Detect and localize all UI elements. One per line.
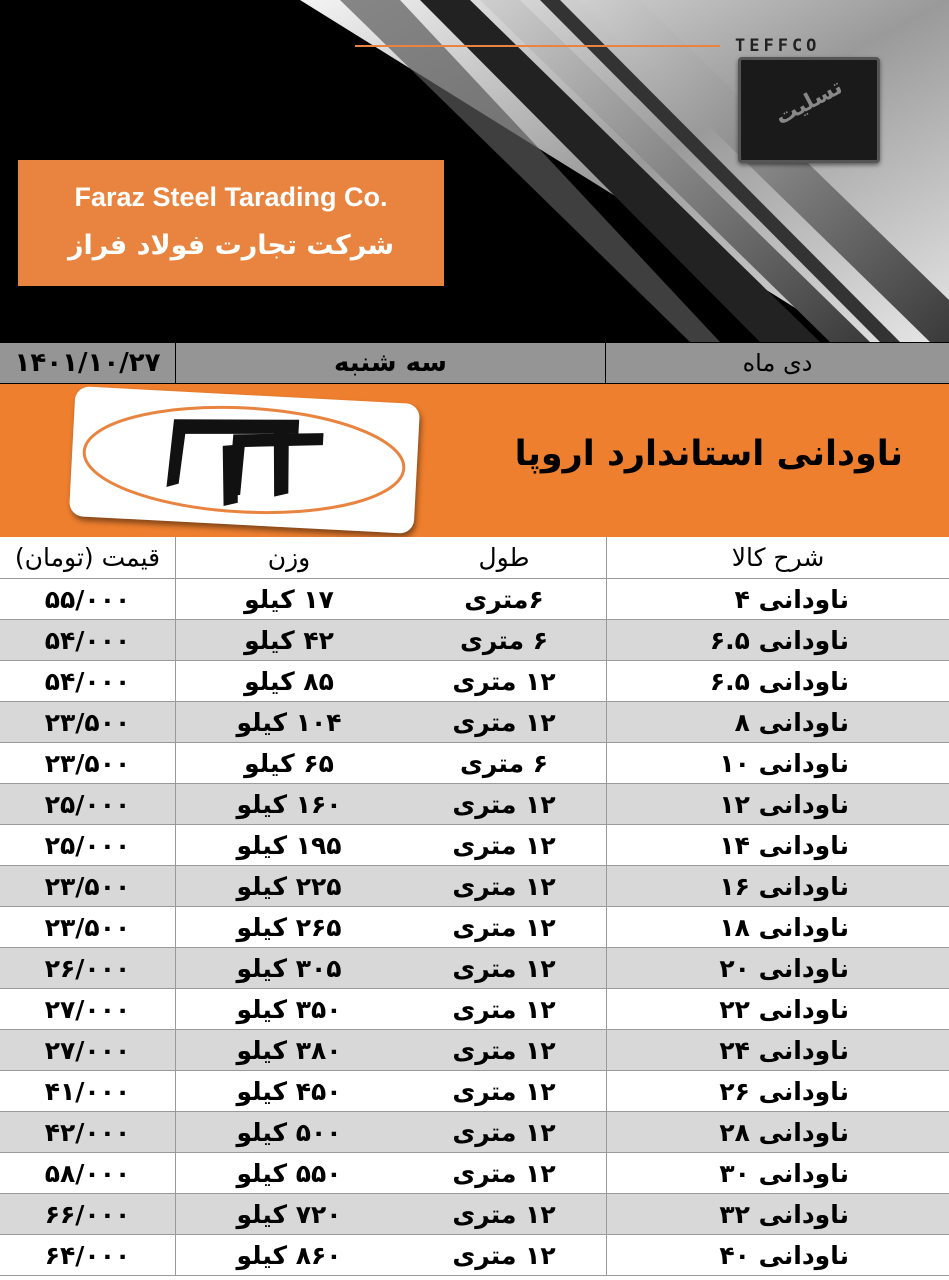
company-name-fa: شرکت تجارت فولاد فراز [67,230,395,261]
length-cell: ۱۲ متری [452,1240,556,1270]
product-name-cell: ناودانی ۲۲ [606,989,949,1029]
weight-cell: ۵۰۰ کیلو [236,1117,342,1147]
weight-cell: ۲۶۵ کیلو [236,912,342,942]
price-cell: ۴۲/۰۰۰ [0,1112,176,1152]
length-cell: ۶متری [464,584,544,614]
price-cell: ۵۴/۰۰۰ [0,620,176,660]
weight-cell: ۶۵ کیلو [244,748,334,778]
table-row [0,1153,949,1194]
weight-cell: ۲۲۵ کیلو [236,871,342,901]
table-row [0,948,949,989]
length-cell: ۱۲ متری [452,830,556,860]
weight-cell: ۸۶۰ کیلو [236,1240,342,1270]
table-row [0,989,949,1030]
price-cell: ۲۳/۵۰۰ [0,866,176,906]
length-cell: ۱۲ متری [452,1199,556,1229]
table-header-row [0,537,949,579]
length-cell: ۱۲ متری [452,1158,556,1188]
price-cell: ۵۵/۰۰۰ [0,579,176,619]
length-cell: ۶ متری [459,625,549,655]
product-name-cell: ناودانی ۴ [606,579,949,619]
length-cell: ۱۲ متری [452,707,556,737]
price-cell: ۲۵/۰۰۰ [0,784,176,824]
table-row [0,1071,949,1112]
table-row [0,743,949,784]
product-name-cell: ناودانی ۱۰ [606,743,949,783]
product-name-cell: ناودانی ۶.۵ [606,620,949,660]
company-name-en: Faraz Steel Tarading Co. [74,182,388,212]
header-length: طول [478,543,530,572]
product-name-cell: ناودانی ۸ [606,702,949,742]
price-cell: ۲۳/۵۰۰ [0,702,176,742]
weight-cell: ۱۹۵ کیلو [236,830,342,860]
product-name-cell: ناودانی ۲۶ [606,1071,949,1111]
table-row [0,1112,949,1153]
table-row [0,702,949,743]
product-name-cell: ناودانی ۱۸ [606,907,949,947]
table-row [0,907,949,948]
weekday: سه شنبه [176,343,606,383]
month: دی ماه [742,349,813,377]
length-cell: ۶ متری [459,748,549,778]
weight-cell: ۱۷ کیلو [244,584,334,614]
product-name-cell: ناودانی ۱۴ [606,825,949,865]
price-table [0,537,949,1276]
length-cell: ۱۲ متری [452,789,556,819]
condolence-tablet [738,57,880,163]
product-name-cell: ناودانی ۳۰ [606,1153,949,1193]
length-cell: ۱۲ متری [452,994,556,1024]
table-row [0,1030,949,1071]
product-name-cell: ناودانی ۱۶ [606,866,949,906]
price-cell: ۴۱/۰۰۰ [0,1071,176,1111]
table-row [0,661,949,702]
weight-cell: ۴۵۰ کیلو [236,1076,342,1106]
weight-cell: ۴۲ کیلو [244,625,334,655]
brand-logo: TEFFCO [735,36,821,56]
table-row [0,579,949,620]
company-logo-box [18,160,444,286]
weight-cell: ۳۸۰ کیلو [236,1035,342,1065]
length-cell: ۱۲ متری [452,1035,556,1065]
header-banner [0,0,949,342]
product-image [69,386,420,534]
price-cell: ۲۳/۵۰۰ [0,743,176,783]
header-name: شرح کالا [606,537,949,578]
price-cell: ۵۸/۰۰۰ [0,1153,176,1193]
product-name-cell: ناودانی ۲۸ [606,1112,949,1152]
table-row [0,1194,949,1235]
price-cell: ۶۴/۰۰۰ [0,1235,176,1275]
product-name-cell: ناودانی ۱۲ [606,784,949,824]
price-cell: ۵۴/۰۰۰ [0,661,176,701]
product-name-cell: ناودانی ۴۰ [606,1235,949,1275]
date-value: ۱۴۰۱/۱۰/۲۷ [0,343,176,383]
length-cell: ۱۲ متری [452,953,556,983]
price-cell: ۲۷/۰۰۰ [0,1030,176,1070]
length-cell: ۱۲ متری [452,912,556,942]
price-cell: ۲۳/۵۰۰ [0,907,176,947]
weight-cell: ۳۰۵ کیلو [236,953,342,983]
header-weight: وزن [267,543,311,572]
weight-cell: ۱۶۰ کیلو [236,789,342,819]
product-name-cell: ناودانی ۳۲ [606,1194,949,1234]
channel-beam-icon [69,386,420,534]
orange-divider-line [355,45,720,47]
table-row [0,784,949,825]
length-cell: ۱۲ متری [452,1076,556,1106]
date-row [0,342,949,384]
weight-cell: ۸۵ کیلو [244,666,334,696]
weight-cell: ۷۲۰ کیلو [236,1199,342,1229]
page-title: ناودانی استاندارد اروپا [514,434,903,474]
weight-cell: ۱۰۴ کیلو [236,707,342,737]
table-row [0,1235,949,1276]
price-cell: ۲۶/۰۰۰ [0,948,176,988]
weight-cell: ۵۵۰ کیلو [236,1158,342,1188]
tablet-text: تسلیت [771,74,847,131]
length-cell: ۱۲ متری [452,1117,556,1147]
price-cell: ۲۵/۰۰۰ [0,825,176,865]
table-row [0,866,949,907]
weight-cell: ۳۵۰ کیلو [236,994,342,1024]
product-name-cell: ناودانی ۲۴ [606,1030,949,1070]
table-row [0,620,949,661]
table-body [0,579,949,1276]
length-cell: ۱۲ متری [452,871,556,901]
price-cell: ۲۷/۰۰۰ [0,989,176,1029]
product-name-cell: ناودانی ۶.۵ [606,661,949,701]
price-cell: ۶۶/۰۰۰ [0,1194,176,1234]
table-row [0,825,949,866]
product-name-cell: ناودانی ۲۰ [606,948,949,988]
length-cell: ۱۲ متری [452,666,556,696]
header-price: قیمت (تومان) [0,537,176,578]
